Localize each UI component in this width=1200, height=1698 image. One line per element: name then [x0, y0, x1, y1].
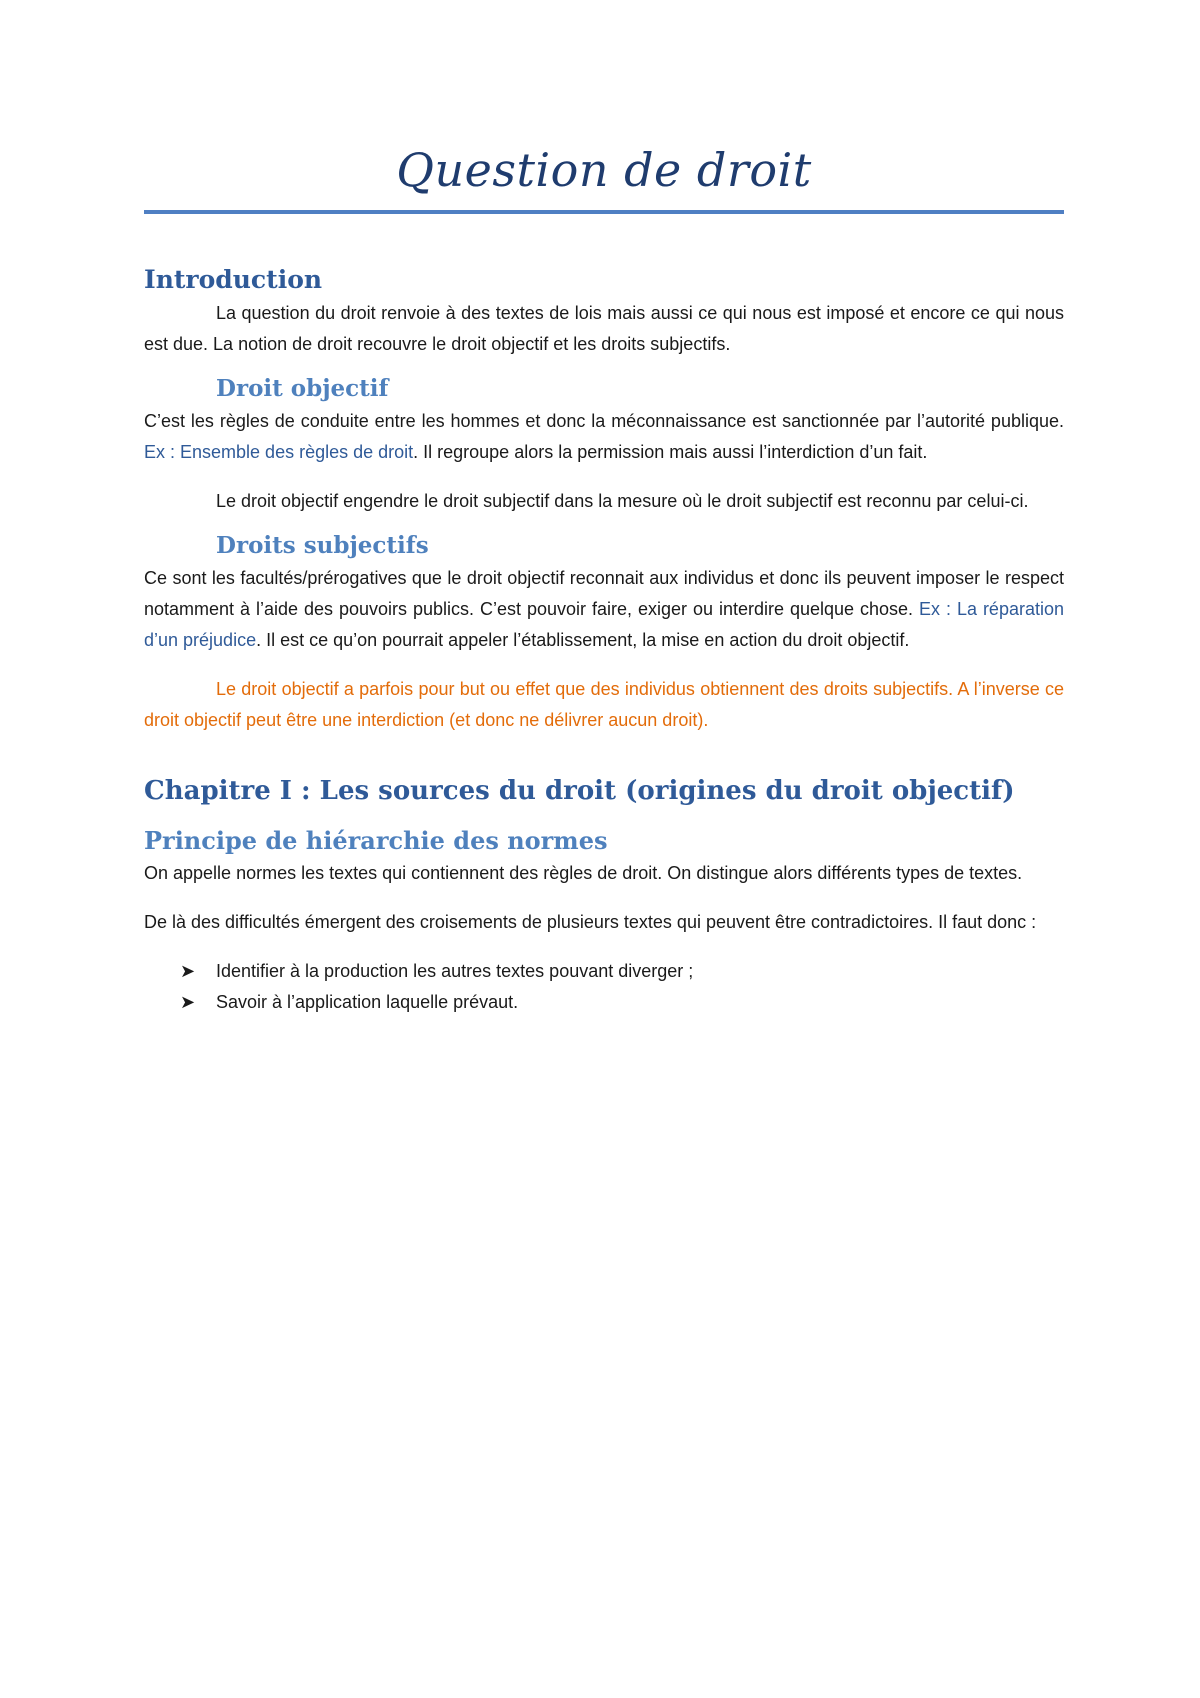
list-item: [144, 956, 1064, 987]
title-underline: [144, 210, 1064, 214]
droits-subjectifs-text-end: . Il est ce qu’on pourrait appeler l’établissement, la mise en action du droit objectif.: [256, 630, 910, 650]
chapitre-heading: Chapitre I : Les sources du droit (origines du droit objectif): [144, 776, 1015, 806]
hierarchie-list: [144, 956, 1064, 1018]
list-item: [144, 987, 1064, 1018]
list-item-text: Identifier à la production les autres textes pouvant diverger ;: [216, 961, 694, 981]
droits-subjectifs-text-start: Ce sont les facultés/prérogatives que le droit objectif reconnait aux individus et donc ils peuvent imposer le respect notamment à l’aide des pouvoirs publics. C’est pouvoir faire, exiger ou interdire quelque chose.: [144, 568, 1064, 619]
droits-subjectifs-heading: Droits subjectifs: [216, 532, 429, 559]
droit-objectif-heading: Droit objectif: [216, 375, 389, 402]
droit-objectif-text-end: . Il regroupe alors la permission mais aussi l’interdiction d’un fait.: [413, 442, 928, 462]
hierarchie-paragraph-2: De là des difficultés émergent des croisements de plusieurs textes qui peuvent être contradictoires. Il faut donc :: [144, 912, 1037, 932]
droits-subjectifs-paragraph: [144, 563, 1064, 656]
arrowhead-bullet-icon: ➤: [180, 961, 196, 981]
document-title: Question de droit: [396, 143, 812, 197]
list-item-text: Savoir à l’application laquelle prévaut.: [216, 992, 519, 1012]
introduction-heading: Introduction: [144, 265, 323, 294]
droits-subjectifs-example: Ex : La réparation d’un préjudice: [144, 599, 1064, 650]
document-body: [144, 262, 1064, 1018]
arrowhead-bullet-icon: ➤: [180, 992, 196, 1012]
hierarchie-heading: Principe de hiérarchie des normes: [144, 826, 608, 855]
droit-objectif-example: Ex : Ensemble des règles de droit: [144, 442, 414, 462]
droit-objectif-text-start: C’est les règles de conduite entre les hommes et donc la méconnaissance est sanctionnée par l’autorité publique.: [144, 411, 1064, 431]
introduction-paragraph: La question du droit renvoie à des textes de lois mais aussi ce qui nous est imposé et encore ce qui nous est due. La notion de droit recouvre le droit objectif et les droits subjectifs.: [144, 303, 1064, 354]
droit-objectif-paragraph-2: Le droit objectif engendre le droit subjectif dans la mesure où le droit subjectif est reconnu par celui-ci.: [216, 491, 1029, 511]
hierarchie-paragraph-1: On appelle normes les textes qui contiennent des règles de droit. On distingue alors différents types de textes.: [144, 863, 1023, 883]
droits-subjectifs-highlight-paragraph: Le droit objectif a parfois pour but ou effet que des individus obtiennent des droits subjectifs. A l’inverse ce droit objectif peut être une interdiction (et donc ne délivrer aucun droit).: [144, 679, 1064, 730]
droit-objectif-paragraph: [144, 406, 1064, 468]
